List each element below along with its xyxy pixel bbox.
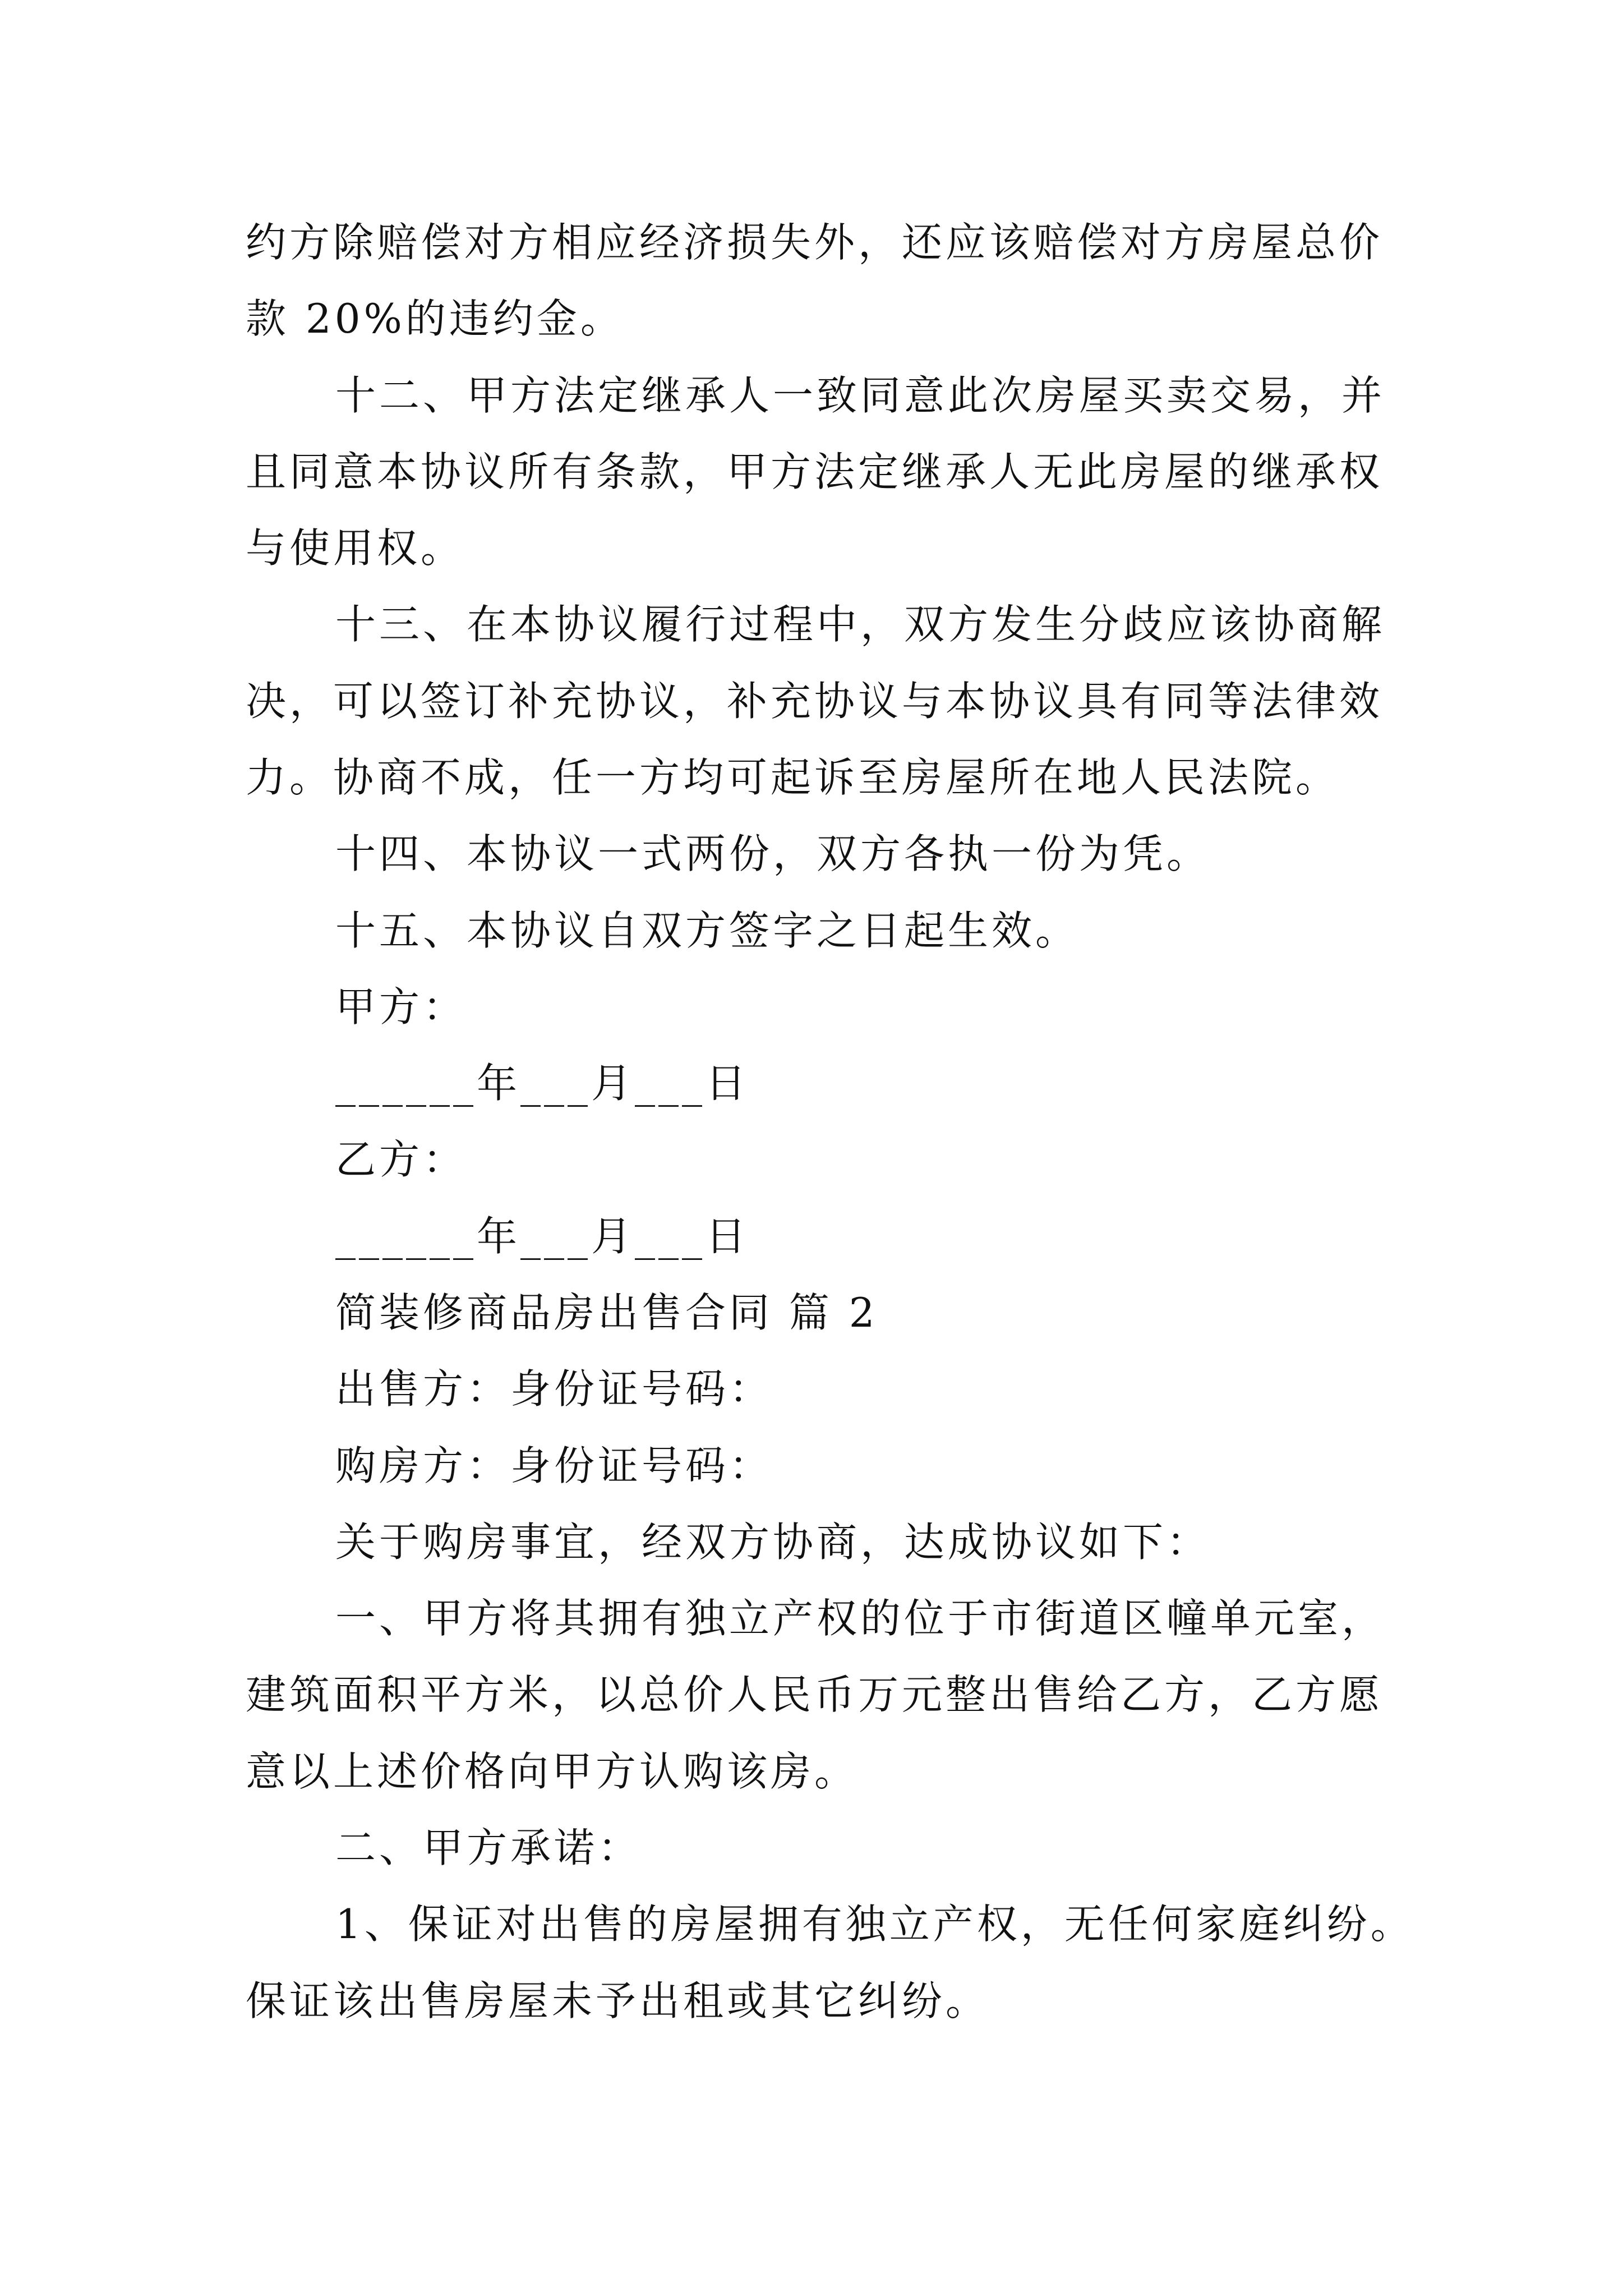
text-line: 且同意本协议所有条款，甲方法定继承人无此房屋的继承权 bbox=[246, 448, 1384, 495]
party-a-label: 甲方： bbox=[335, 983, 467, 1030]
text-line: 建筑面积平方米，以总价人民币万元整出售给乙方，乙方愿 bbox=[246, 1671, 1384, 1718]
party-b-date: ______年___月___日 bbox=[335, 1213, 750, 1260]
text-line: 十五、本协议自双方签字之日起生效。 bbox=[335, 907, 1080, 954]
text-line: 十四、本协议一式两份，双方各执一份为凭。 bbox=[335, 830, 1211, 877]
section-title: 简装修商品房出售合同 篇 2 bbox=[335, 1289, 878, 1336]
text-line: 十二、甲方法定继承人一致同意此次房屋买卖交易，并 bbox=[335, 372, 1386, 419]
text-line: 十三、在本协议履行过程中，双方发生分歧应该协商解 bbox=[335, 601, 1386, 648]
text-line: 保证该出售房屋未予出租或其它纠纷。 bbox=[246, 1977, 990, 2024]
party-a-date: ______年___月___日 bbox=[335, 1060, 750, 1107]
text-line: 意以上述价格向甲方认购该房。 bbox=[246, 1748, 859, 1795]
text-line: 关于购房事宜，经双方协商，达成协议如下： bbox=[335, 1519, 1211, 1566]
text-line: 约方除赔偿对方相应经济损失外，还应该赔偿对方房屋总价 bbox=[246, 219, 1384, 266]
text-line: 力。协商不成，任一方均可起诉至房屋所在地人民法院。 bbox=[246, 754, 1340, 801]
text-line: 1、保证对出售的房屋拥有独立产权，无任何家庭纠纷。 bbox=[335, 1901, 1414, 1948]
text-line: 决，可以签订补充协议，补充协议与本协议具有同等法律效 bbox=[246, 678, 1384, 725]
party-b-label: 乙方： bbox=[335, 1136, 467, 1183]
text-line: 一、甲方将其拥有独立产权的位于市街道区幢单元室， bbox=[335, 1595, 1386, 1642]
text-line: 款 20%的违约金。 bbox=[246, 295, 624, 342]
buyer-line: 购房方：身份证号码： bbox=[335, 1442, 773, 1489]
seller-line: 出售方：身份证号码： bbox=[335, 1365, 773, 1412]
text-line: 二、甲方承诺： bbox=[335, 1824, 642, 1871]
text-line: 与使用权。 bbox=[246, 524, 465, 572]
